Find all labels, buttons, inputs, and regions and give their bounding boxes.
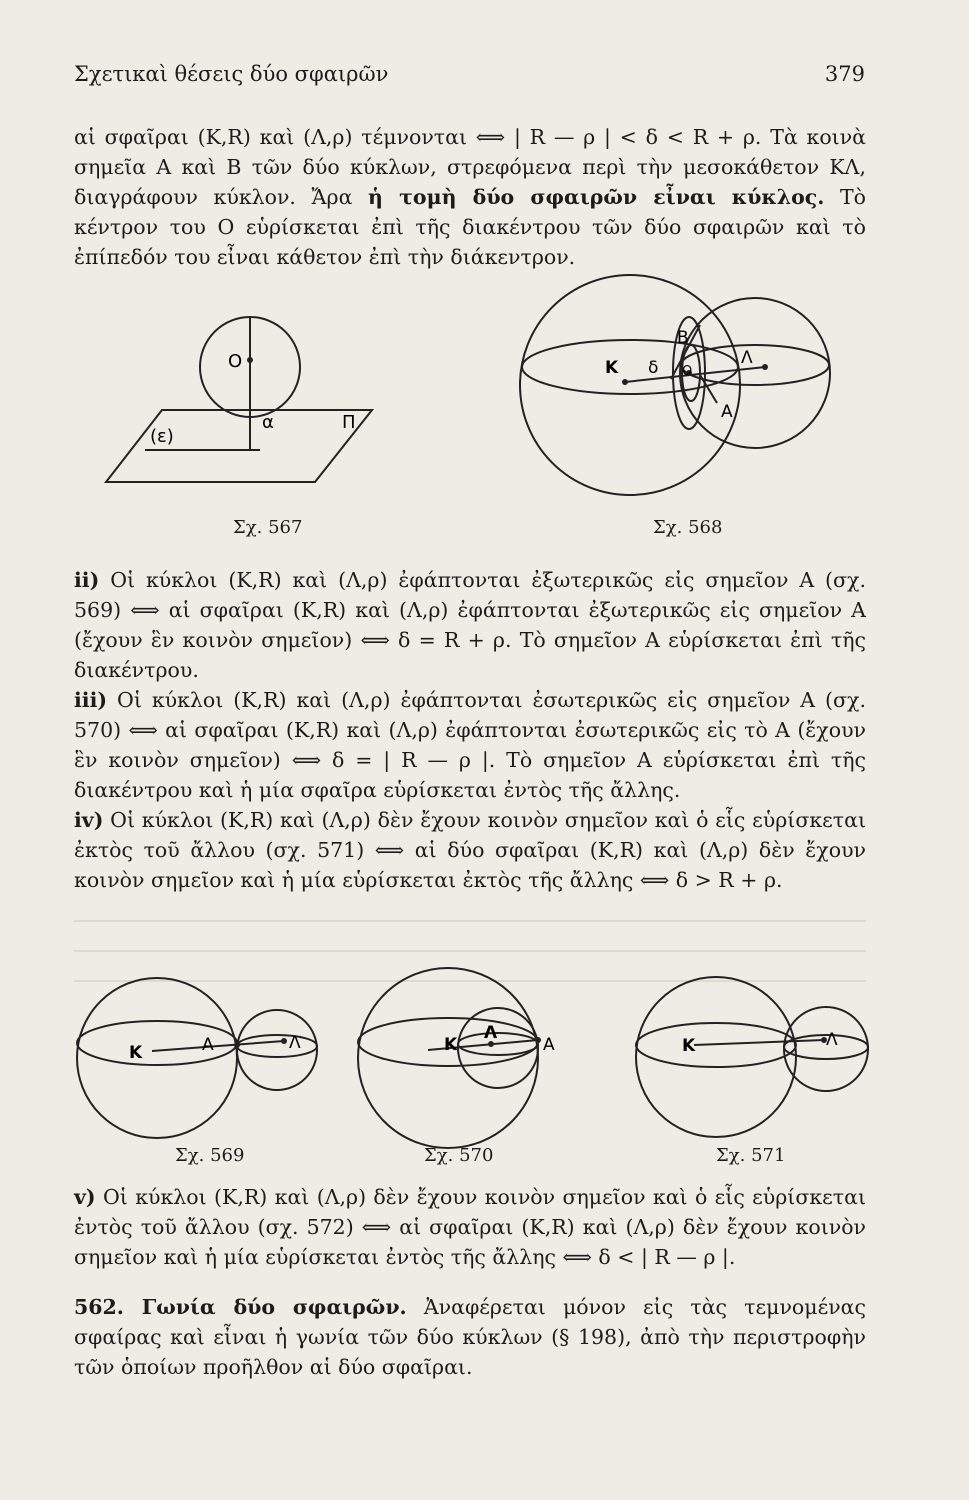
label-lambda: Λ <box>289 1033 301 1053</box>
caption-568: Σχ. 568 <box>653 517 723 538</box>
caption-571: Σχ. 571 <box>716 1145 786 1166</box>
label-k: Κ <box>129 1043 143 1063</box>
paragraph-external-disjoint <box>74 805 866 895</box>
paragraph-text: Τὸ κέντρον του Ο εὑρίσκεται ἐπὶ τῆς διακέντρου τῶν δύο σφαιρῶν καὶ τὸ ἐπίπεδόν του εἶναι κάθετον ἐπὶ τὴν διάκεντρον. <box>74 185 866 269</box>
paragraph-text: Οἱ κύκλοι (Κ,R) καὶ (Λ,ρ) δὲν ἔχουν κοινὸν σημεῖον καὶ ὁ εἷς εὑρίσκεται ἐκτὸς τοῦ ἄλλου (σχ. 571) ⟺ αἱ δύο σφαῖραι (Κ,R) καὶ (Λ,ρ) δὲν ἔχουν κοινὸν σημεῖον καὶ ἡ μία εὑρίσκεται ἐκτὸς τῆς ἄλλης ⟺ δ > R + ρ. <box>74 808 866 892</box>
paragraph-text: Ἀναφέρεται μόνον εἰς τὰς τεμνομένας σφαίρας καὶ εἶναι ἡ γωνία τῶν δύο κύκλων (§ 198), ἀπὸ τὴν περιστροφὴν τῶν ὁποίων προῆλθον αἱ δύο σφαῖραι. <box>74 1295 866 1379</box>
label-b: Β <box>677 328 689 348</box>
bold-statement: ἡ τομὴ δύο σφαιρῶν εἶναι κύκλος. <box>368 185 825 209</box>
label-k: Κ <box>682 1036 696 1056</box>
center-point <box>247 357 253 363</box>
section-heading: 562. Γωνία δύο σφαιρῶν. <box>74 1295 407 1319</box>
tangent-point <box>535 1037 541 1043</box>
figure-569 <box>74 988 344 1138</box>
label-o: O <box>682 364 693 379</box>
paragraph-text: αἱ σφαῖραι (Κ,R) καὶ (Λ,ρ) τέμνονται ⟺ | R — ρ | < δ < R + ρ. Τὰ κοινὰ σημεῖα Α καὶ Β τῶν δύο κύκλων, στρεφόμενα περὶ τὴν μεσοκάθετον ΚΛ, διαγράφουν κύκλον. Ἄρα <box>74 125 866 209</box>
page-header <box>74 62 865 86</box>
label-pi: Π <box>342 412 356 433</box>
label-k: Κ <box>605 358 619 378</box>
tangent-point <box>234 1042 240 1048</box>
sphere-lambda <box>458 1008 538 1088</box>
page-number: 379 <box>824 62 865 86</box>
label-epsilon: (ε) <box>150 426 174 447</box>
figure-568 <box>525 285 870 515</box>
paragraph-text: Οἱ κύκλοι (Κ,R) καὶ (Λ,ρ) ἐφάπτονται ἐσωτερικῶς εἰς σημεῖον Α (σχ. 570) ⟺ αἱ σφαῖραι (Κ,R) καὶ (Λ,ρ) ἐφάπτονται ἐσωτερικῶς εἰς τὸ Α (ἔχουν ἓν κοινὸν σημεῖον) ⟺ δ = | R — ρ |. Τὸ σημεῖον Α εὑρίσκεται ἐπὶ τῆς διακέντρου καὶ ἡ μία σφαῖρα εὑρίσκεται ἐντὸς τῆς ἄλλης. <box>74 688 866 802</box>
item-marker: ii) <box>74 568 100 592</box>
caption-569: Σχ. 569 <box>175 1145 245 1166</box>
label-lambda: Λ <box>484 1023 498 1043</box>
center-lambda-point <box>281 1038 287 1044</box>
sphere-lambda <box>237 1010 317 1090</box>
center-lambda-point <box>762 364 768 370</box>
paragraph-internal-tangent <box>74 685 866 805</box>
paragraph-text: Οἱ κύκλοι (Κ,R) καὶ (Λ,ρ) ἐφάπτονται ἐξωτερικῶς εἰς σημεῖον Α (σχ. 569) ⟺ αἱ σφαῖραι (Κ,R) καὶ (Λ,ρ) ἐφάπτονται ἐξωτερικῶς εἰς σημεῖον Α (ἔχουν ἓν κοινὸν σημεῖον) ⟺ δ = R + ρ. Τὸ σημεῖον Α εὑρίσκεται ἐπὶ τῆς διακέντρου. <box>74 568 866 682</box>
label-alpha: α <box>262 412 274 433</box>
label-a: Α <box>721 402 733 422</box>
figure-570 <box>348 978 568 1143</box>
center-line <box>694 1040 824 1045</box>
center-line <box>152 1041 284 1051</box>
paragraph-external-tangent <box>74 565 866 685</box>
label-a: Α <box>543 1035 555 1055</box>
caption-570: Σχ. 570 <box>424 1145 494 1166</box>
sphere-k <box>358 968 538 1148</box>
item-marker: iv) <box>74 808 104 832</box>
figure-571 <box>626 985 876 1135</box>
center-k-point <box>622 379 628 385</box>
label-lambda: Λ <box>826 1030 838 1050</box>
running-title: Σχετικαὶ θέσεις δύο σφαιρῶν <box>74 62 389 86</box>
label-o: O <box>228 351 243 372</box>
paragraph-angle-of-spheres <box>74 1292 866 1382</box>
label-a: Α <box>202 1035 214 1055</box>
equator-lambda <box>237 1035 317 1057</box>
paragraph-text: Οἱ κύκλοι (Κ,R) καὶ (Λ,ρ) δὲν ἔχουν κοινὸν σημεῖον καὶ ὁ εἷς εὑρίσκεται ἐντὸς τοῦ ἄλλου (σχ. 572) ⟺ αἱ σφαῖραι (Κ,R) καὶ (Λ,ρ) δὲν ἔχουν κοινὸν σημεῖον καὶ ἡ μία εὑρίσκεται ἐντὸς τῆς ἄλλης ⟺ δ < | R — ρ |. <box>74 1185 866 1269</box>
label-k: Κ <box>444 1035 458 1055</box>
item-marker: iii) <box>74 688 108 712</box>
label-lambda: Λ <box>741 348 753 368</box>
figure-567 <box>100 300 400 500</box>
label-delta: δ <box>648 358 659 378</box>
item-marker: v) <box>74 1185 96 1209</box>
plane-parallelogram <box>106 410 372 482</box>
center-line <box>625 367 765 382</box>
caption-567: Σχ. 567 <box>233 517 303 538</box>
paragraph-internal-disjoint <box>74 1182 866 1272</box>
sphere-k <box>636 977 796 1137</box>
paragraph-intersection <box>74 122 866 272</box>
